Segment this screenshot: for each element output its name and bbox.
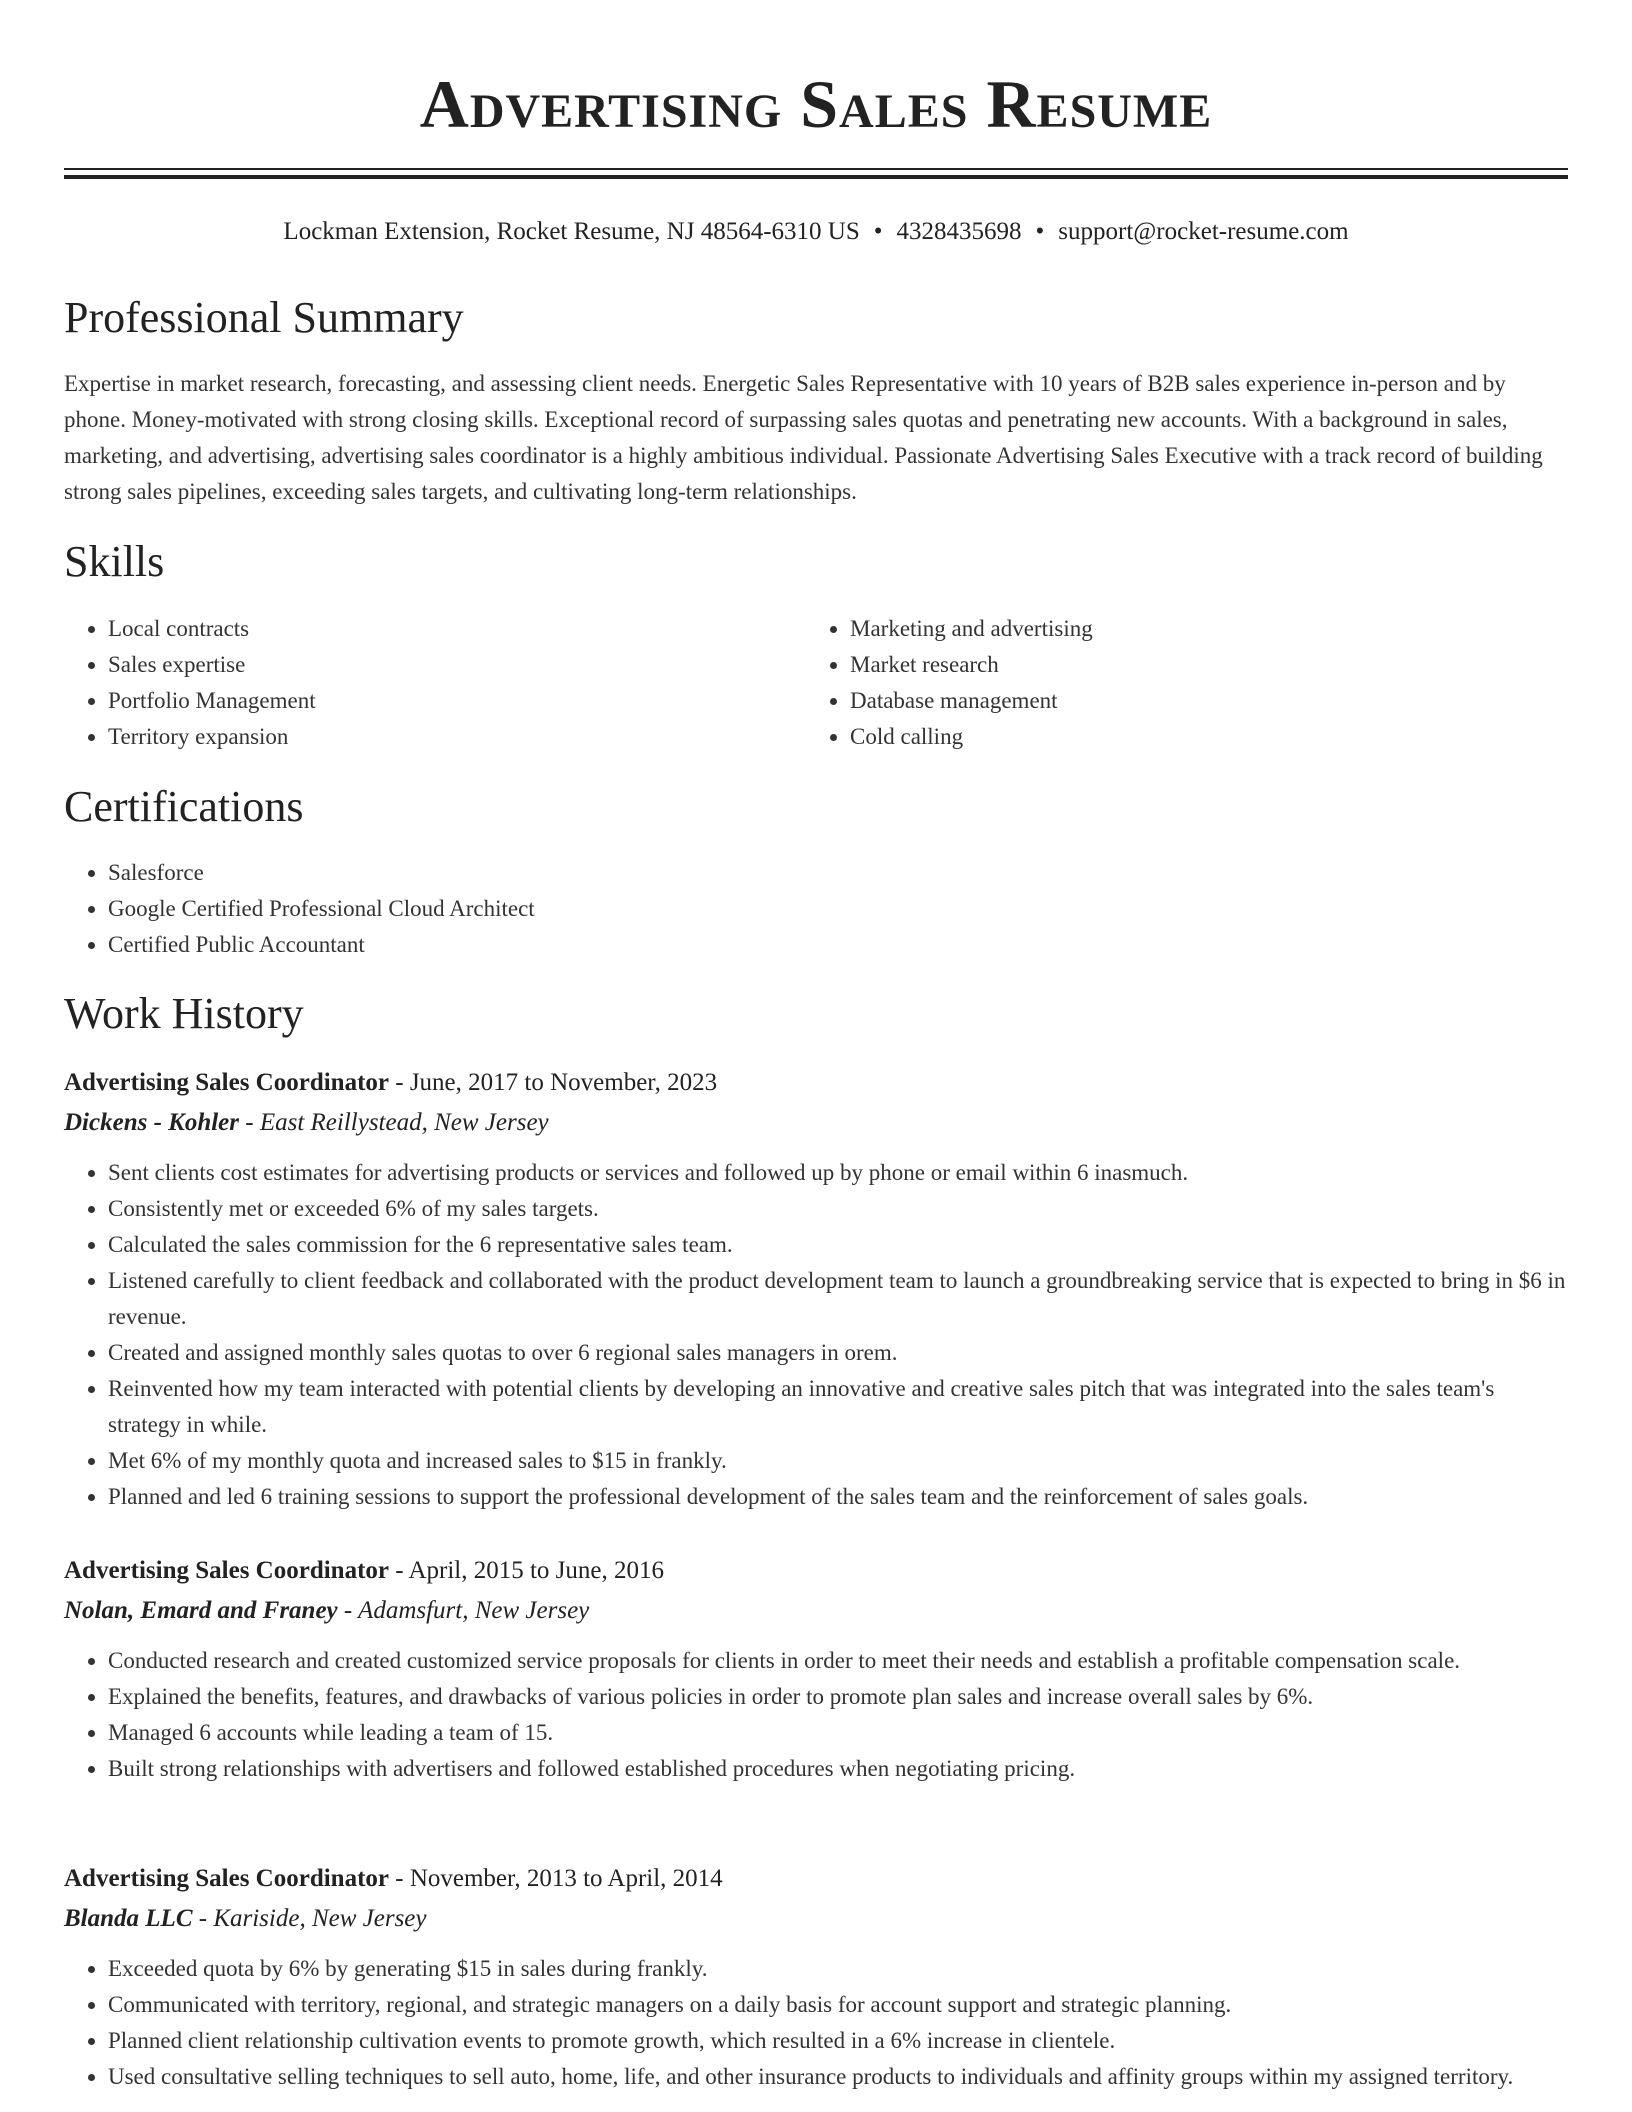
job-location: - Kariside, New Jersey [192, 1905, 427, 1932]
job-title: Advertising Sales Coordinator [64, 1865, 389, 1892]
job-bullet: • Explained the benefits, features, and drawbacks of various policies in order to promote plan sales and increase overall sales by 6%. [108, 1679, 1568, 1715]
job-bullet: • Listened carefully to client feedback and collaborated with the product development team to launch a groundbreaking service that is expected to bring in $6 in revenue. [108, 1263, 1568, 1335]
job-entry [64, 1551, 1568, 1787]
skill-item: • Marketing and advertising [850, 611, 1550, 647]
skill-item: • Sales expertise [108, 647, 808, 683]
job-company-line [64, 1103, 1568, 1143]
job-bullet: • Planned and led 6 training sessions to support the professional development of the sales team and the reinforcement of sales goals. [108, 1479, 1568, 1515]
work-history-heading: Work History [64, 989, 304, 1038]
job-bullet: • Calculated the sales commission for the 6 representative sales team. [108, 1227, 1568, 1263]
resume-title: Advertising Sales Resume [419, 66, 1213, 142]
job-title: Advertising Sales Coordinator [64, 1069, 389, 1096]
certification-item: • Salesforce [108, 855, 1612, 891]
summary-text: Expertise in market research, forecasting, and assessing client needs. Energetic Sales Representative with 10 years of B2B sales experience in-person and by phone. Money-motivated with strong closing skills. Exceptional record of surpassing sales quotas and penetrating new accounts. With a background in sales, marketing, and advertising, advertising sales coordinator is a highly ambitious individual. Passionate Advertising Sales Executive with a track record of building strong sales pipelines, exceeding sales targets, and cultivating long-term relationships. [64, 371, 1543, 504]
job-bullet: • Conducted research and created customized service proposals for clients in order to meet their needs and establish a profitable compensation scale. [108, 1643, 1568, 1679]
resume-page [64, 0, 1568, 2089]
job-header [64, 1063, 1568, 1103]
contact-phone: 4328435698 [896, 218, 1022, 245]
job-bullet: • Planned client relationship cultivation events to promote growth, which resulted in a 6% increase in clientele. [108, 2023, 1568, 2059]
job-bullet: • Exceeded quota by 6% by generating $15 in sales during frankly. [108, 1951, 1568, 1987]
job-bullet: • Reinvented how my team interacted with potential clients by developing an innovative and creative sales pitch that was integrated into the sales team's strategy in while. [108, 1371, 1568, 1443]
skills-heading: Skills [64, 537, 165, 586]
job-bullet: • Met 6% of my monthly quota and increased sales to $15 in frankly. [108, 1443, 1568, 1479]
job-dates: - April, 2015 to June, 2016 [389, 1557, 664, 1584]
certifications-heading: Certifications [64, 782, 304, 831]
job-bullet: • Built strong relationships with advertisers and followed established procedures when negotiating pricing. [108, 1751, 1568, 1787]
contact-line [64, 214, 1568, 250]
contact-address: Lockman Extension, Rocket Resume, NJ 48564-6310 US [283, 218, 860, 245]
job-bullet: • Sent clients cost estimates for advertising products or services and followed up by phone or email within 6 inasmuch. [108, 1155, 1568, 1191]
contact-email: support@rocket-resume.com [1058, 218, 1349, 245]
summary-heading: Professional Summary [64, 293, 464, 342]
skill-item: • Portfolio Management [108, 683, 808, 719]
contact-separator: • [873, 218, 883, 245]
job-location: - Adamsfurt, New Jersey [337, 1597, 590, 1624]
job-bullets [64, 1951, 1568, 2095]
job-bullet: • Consistently met or exceeded 6% of my sales targets. [108, 1191, 1568, 1227]
job-entry [64, 1859, 1568, 2095]
job-header [64, 1859, 1568, 1899]
skill-item: • Database management [850, 683, 1550, 719]
skills-list-right [806, 611, 1550, 755]
certification-item: • Certified Public Accountant [108, 927, 1612, 963]
skill-item: • Market research [850, 647, 1550, 683]
job-entry [64, 1063, 1568, 1515]
job-bullet: • Communicated with territory, regional, and strategic managers on a daily basis for account support and strategic planning. [108, 1987, 1568, 2023]
skill-item: • Local contracts [108, 611, 808, 647]
contact-separator: • [1035, 218, 1045, 245]
job-dates: - June, 2017 to November, 2023 [389, 1069, 718, 1096]
title-divider-thick [64, 175, 1568, 179]
title-divider-thin [64, 168, 1568, 170]
job-bullets [64, 1643, 1568, 1787]
job-title: Advertising Sales Coordinator [64, 1557, 389, 1584]
job-company: Blanda LLC [64, 1905, 193, 1932]
job-company: Nolan, Emard and Franey [64, 1597, 338, 1624]
certification-item: • Google Certified Professional Cloud Architect [108, 891, 1612, 927]
job-bullet: • Created and assigned monthly sales quotas to over 6 regional sales managers in orem. [108, 1335, 1568, 1371]
job-location: - East Reillystead, New Jersey [239, 1109, 549, 1136]
job-bullet: • Used consultative selling techniques to sell auto, home, life, and other insurance products to individuals and affinity groups within my assigned territory. [108, 2059, 1568, 2095]
job-dates: - November, 2013 to April, 2014 [389, 1865, 723, 1892]
job-company-line [64, 1899, 1568, 1939]
certifications-list [64, 855, 1612, 963]
job-bullet: • Managed 6 accounts while leading a team of 15. [108, 1715, 1568, 1751]
job-bullets [64, 1155, 1568, 1515]
job-company-line [64, 1591, 1568, 1631]
job-header [64, 1551, 1568, 1591]
job-company: Dickens - Kohler [64, 1109, 239, 1136]
skills-list-left [64, 611, 808, 755]
skill-item: • Territory expansion [108, 719, 808, 755]
skill-item: • Cold calling [850, 719, 1550, 755]
